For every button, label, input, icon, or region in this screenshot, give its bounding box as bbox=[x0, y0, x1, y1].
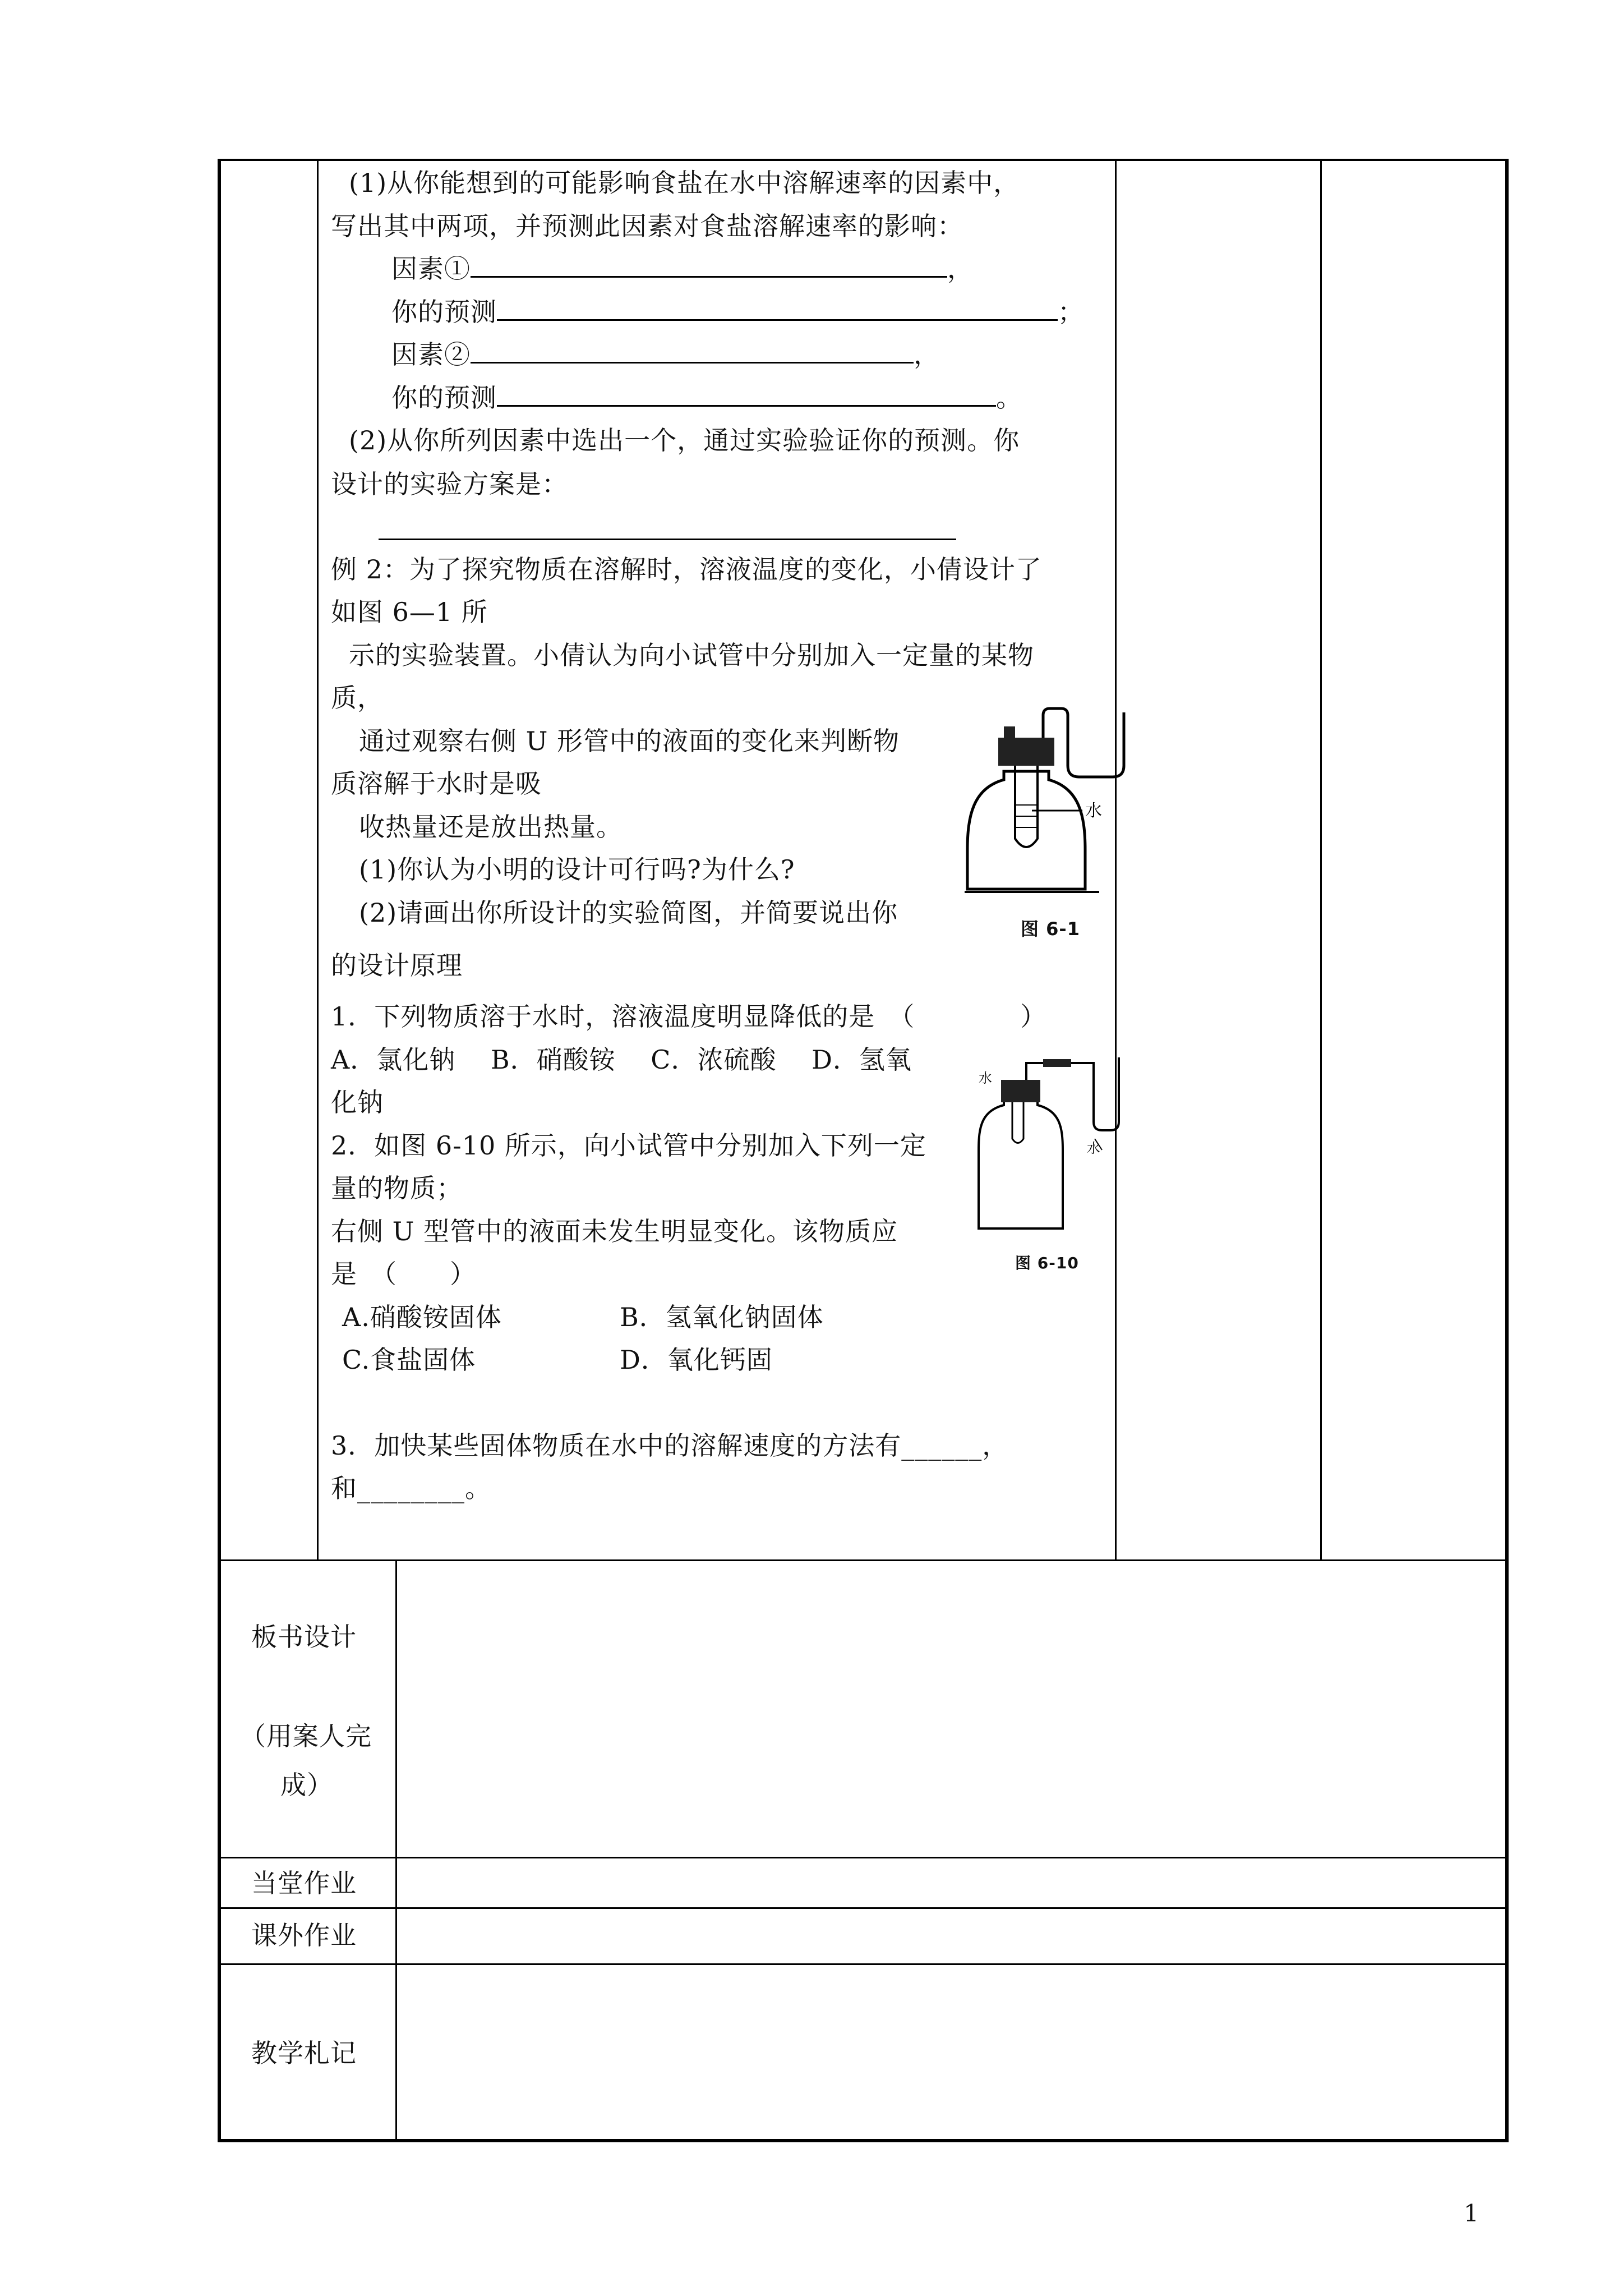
teaching-notes-label: 教学札记 bbox=[251, 2038, 357, 2068]
row-divider-board bbox=[218, 1857, 1509, 1858]
q1-intro-2: 写出其中两项，并预测此因素对食盐溶解速率的影响： bbox=[331, 211, 963, 241]
problem2-line3: 右侧 U 型管中的液面未发生明显变化。该物质应 bbox=[331, 1216, 898, 1246]
table-right-border bbox=[1505, 159, 1509, 2142]
figure-6-1-caption: 图 6-1 bbox=[1021, 918, 1080, 940]
example2-q2a: (2)请画出你所设计的实验简图，并简要说出你 bbox=[359, 898, 898, 928]
table-bottom-border bbox=[218, 2139, 1509, 2142]
q2-line2: 设计的实验方案是： bbox=[331, 469, 568, 499]
predict2-blank[interactable] bbox=[497, 399, 996, 407]
class-homework-label: 当堂作业 bbox=[251, 1868, 357, 1898]
factor2-row: 因素② ， bbox=[391, 339, 940, 370]
example2-line5: 通过观察右侧 U 形管中的液面的变化来判断物 bbox=[359, 726, 900, 756]
table-top-border bbox=[218, 159, 1509, 161]
predict2-label: 你的预测 bbox=[391, 383, 497, 413]
example2-q2b: 的设计原理 bbox=[331, 950, 463, 981]
example2-line7: 收热量还是放出热量。 bbox=[359, 812, 623, 842]
figure-6-10-apparatus bbox=[976, 1055, 1122, 1240]
example2-line6: 质溶解于水时是吸 bbox=[331, 769, 542, 799]
problem3-line2: 和________。 bbox=[331, 1473, 491, 1503]
factor2-blank[interactable] bbox=[471, 356, 914, 364]
fig2-water-label-left: 水 bbox=[979, 1070, 992, 1086]
col-divider-3 bbox=[1320, 159, 1322, 1559]
row-divider-classhw bbox=[218, 1907, 1509, 1909]
problem2-line2: 量的物质； bbox=[331, 1173, 463, 1203]
extra-homework-label: 课外作业 bbox=[251, 1920, 357, 1950]
example2-line4: 质， bbox=[331, 683, 384, 713]
figure-6-1-apparatus bbox=[965, 704, 1144, 923]
predict1-label: 你的预测 bbox=[391, 297, 497, 327]
problem2-option-b: B．氢氧化钠固体 bbox=[620, 1302, 824, 1332]
problem1-options2: 化钠 bbox=[331, 1087, 384, 1117]
example2-line1: 例 2：为了探究物质在溶解时，溶液温度的变化，小倩设计了 bbox=[331, 554, 1042, 585]
predict1-blank[interactable] bbox=[497, 314, 1058, 321]
example2-line3: 示的实验装置。小倩认为向小试管中分别加入一定量的某物 bbox=[349, 640, 1034, 670]
predict1-row: 你的预测 ； bbox=[391, 297, 1084, 327]
fig1-water-label: 水 bbox=[1085, 801, 1102, 821]
col-divider-1 bbox=[317, 159, 319, 1559]
q2-line1: (2)从你所列因素中选出一个，通过实验验证你的预测。你 bbox=[349, 425, 1020, 455]
example2-q1: (1)你认为小明的设计可行吗?为什么? bbox=[359, 854, 795, 885]
table-left-border bbox=[218, 159, 221, 2142]
q1-intro: (1)从你能想到的可能影响食盐在水中溶解速率的因素中， bbox=[349, 168, 1020, 198]
problem3-line1: 3．加快某些固体物质在水中的溶解速度的方法有______， bbox=[331, 1430, 1009, 1461]
factor1-blank[interactable] bbox=[471, 270, 947, 278]
problem1-options: A．氯化钠 B．硝酸铵 C．浓硫酸 D．氢氧 bbox=[331, 1045, 912, 1075]
row-divider-upper bbox=[218, 1559, 1509, 1561]
row-divider-extrahw bbox=[218, 1963, 1509, 1965]
example2-line2: 如图 6—1 所 bbox=[331, 597, 488, 627]
board-design-label-3: 成） bbox=[280, 1770, 333, 1800]
factor2-label: 因素② bbox=[391, 339, 471, 370]
factor1-row: 因素① ， bbox=[391, 254, 974, 284]
problem2-option-d: D．氧化钙固 bbox=[620, 1345, 773, 1375]
page-number: 1 bbox=[1464, 2200, 1479, 2227]
problem2-option-c: C.食盐固体 bbox=[342, 1345, 476, 1375]
problem2-option-a: A.硝酸铵固体 bbox=[342, 1302, 502, 1332]
figure-6-10-caption: 图 6-10 bbox=[1015, 1254, 1079, 1272]
problem2-line4: 是 （ ） bbox=[331, 1259, 476, 1289]
board-design-label: 板书设计 bbox=[251, 1622, 357, 1652]
board-design-label-2: （用案人完 bbox=[240, 1721, 372, 1751]
predict2-row: 你的预测 。 bbox=[391, 383, 1022, 413]
factor1-label: 因素① bbox=[391, 254, 471, 284]
fig2-water-label-right: 水 bbox=[1087, 1140, 1100, 1156]
plan-answer-line[interactable] bbox=[379, 539, 956, 540]
problem2-line1: 2．如图 6-10 所示，向小试管中分别加入下列一定 bbox=[331, 1130, 926, 1161]
lower-label-divider bbox=[395, 1559, 397, 2141]
problem1-line1: 1．下列物质溶于水时，溶液温度明显降低的是 （ ） bbox=[331, 1001, 1047, 1032]
